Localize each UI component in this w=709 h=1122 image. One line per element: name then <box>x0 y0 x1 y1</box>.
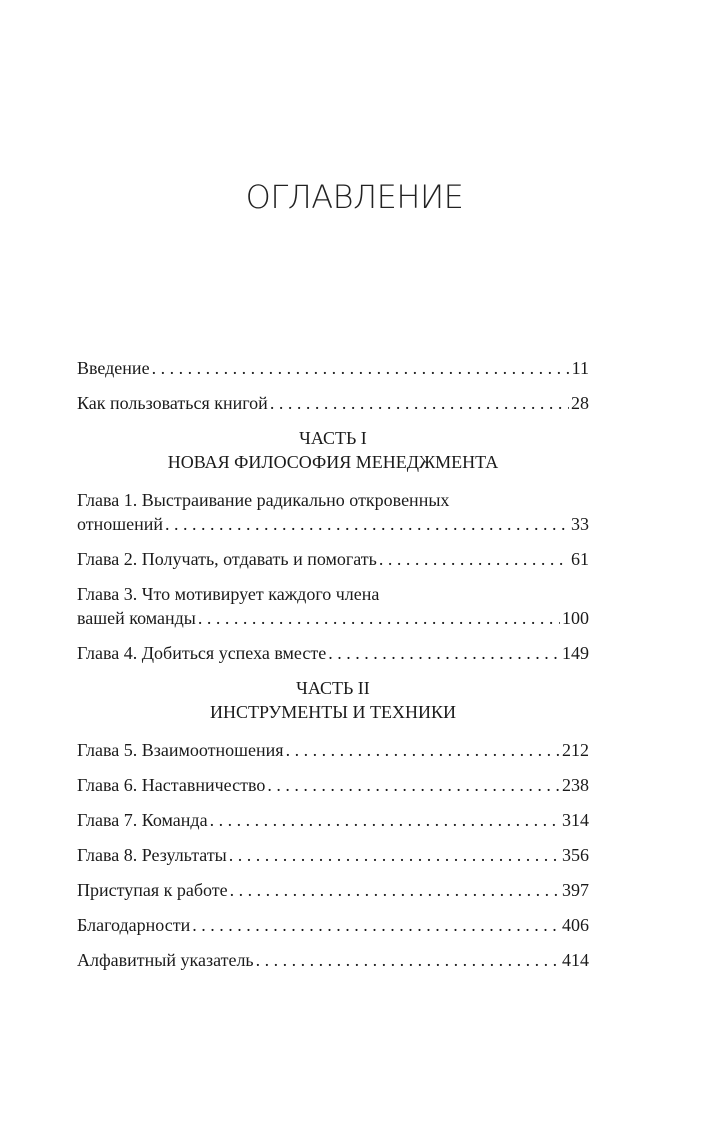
toc-entry-label: Как пользоваться книгой <box>77 393 268 413</box>
toc-entry-page: 11 <box>571 358 589 378</box>
toc-entry-label-line1: Глава 1. Выстраивание радикально откровенных <box>77 490 450 510</box>
toc-entry-label: вашей команды <box>77 608 196 628</box>
toc-entry-chapter-3[interactable] <box>77 582 589 641</box>
leader-dots <box>328 641 560 665</box>
toc-entry-label: Глава 8. Результаты <box>77 845 227 865</box>
leader-dots <box>210 808 560 832</box>
toc-entry-page: 33 <box>571 514 589 534</box>
leader-dots <box>229 843 560 867</box>
table-of-contents <box>77 356 589 983</box>
toc-entry-chapter-2[interactable] <box>77 547 589 582</box>
leader-dots <box>165 512 569 536</box>
toc-entry-page: 406 <box>562 915 589 935</box>
toc-entry-how-to-use[interactable] <box>77 391 589 426</box>
leader-dots <box>256 948 560 972</box>
toc-entry-page: 28 <box>571 393 589 413</box>
toc-entry-label: Алфавитный указатель <box>77 950 254 970</box>
toc-entry-page: 414 <box>562 950 589 970</box>
toc-entry-chapter-5[interactable] <box>77 738 589 773</box>
toc-entry-page: 238 <box>562 775 589 795</box>
toc-entry-chapter-1[interactable] <box>77 488 589 547</box>
toc-entry-label: Глава 5. Взаимоотношения <box>77 740 284 760</box>
toc-entry-label-line1: Глава 3. Что мотивирует каждого члена <box>77 584 380 604</box>
toc-entry-page: 397 <box>562 880 589 900</box>
part-number: ЧАСТЬ I <box>299 428 367 448</box>
toc-entry-page: 149 <box>562 643 589 663</box>
toc-entry-page: 100 <box>562 608 589 628</box>
toc-entry-page: 314 <box>562 810 589 830</box>
toc-entry-introduction[interactable] <box>77 356 589 391</box>
toc-entry-page: 212 <box>562 740 589 760</box>
leader-dots <box>230 878 560 902</box>
part-heading-1 <box>77 426 589 488</box>
leader-dots <box>379 547 569 571</box>
toc-entry-chapter-7[interactable] <box>77 808 589 843</box>
part-name: НОВАЯ ФИЛОСОФИЯ МЕНЕДЖМЕНТА <box>167 452 499 472</box>
page-title: ОГЛАВЛЕНИЕ <box>245 178 464 216</box>
toc-entry-page: 356 <box>562 845 589 865</box>
toc-entry-label: Глава 4. Добиться успеха вместе <box>77 643 327 663</box>
toc-entry-chapter-6[interactable] <box>77 773 589 808</box>
toc-entry-label: Глава 2. Получать, отдавать и помогать <box>77 549 377 569</box>
toc-entry-label: Введение <box>77 358 150 378</box>
toc-entry-label: отношений <box>77 514 164 534</box>
leader-dots <box>286 738 560 762</box>
toc-entry-getting-started[interactable] <box>77 878 589 913</box>
leader-dots <box>192 913 560 937</box>
part-name: ИНСТРУМЕНТЫ И ТЕХНИКИ <box>210 702 456 722</box>
toc-entry-chapter-8[interactable] <box>77 843 589 878</box>
toc-entry-page: 61 <box>571 549 589 569</box>
leader-dots <box>267 773 560 797</box>
toc-entry-index[interactable] <box>77 948 589 983</box>
toc-entry-acknowledgements[interactable] <box>77 913 589 948</box>
toc-entry-label: Глава 7. Команда <box>77 810 208 830</box>
part-number: ЧАСТЬ II <box>296 678 370 698</box>
part-heading-2 <box>77 676 589 738</box>
leader-dots <box>198 606 560 630</box>
toc-entry-chapter-4[interactable] <box>77 641 589 676</box>
toc-entry-label: Приступая к работе <box>77 880 228 900</box>
leader-dots <box>270 391 569 415</box>
toc-entry-label: Глава 6. Наставничество <box>77 775 266 795</box>
leader-dots <box>152 356 570 380</box>
toc-entry-label: Благодарности <box>77 915 191 935</box>
